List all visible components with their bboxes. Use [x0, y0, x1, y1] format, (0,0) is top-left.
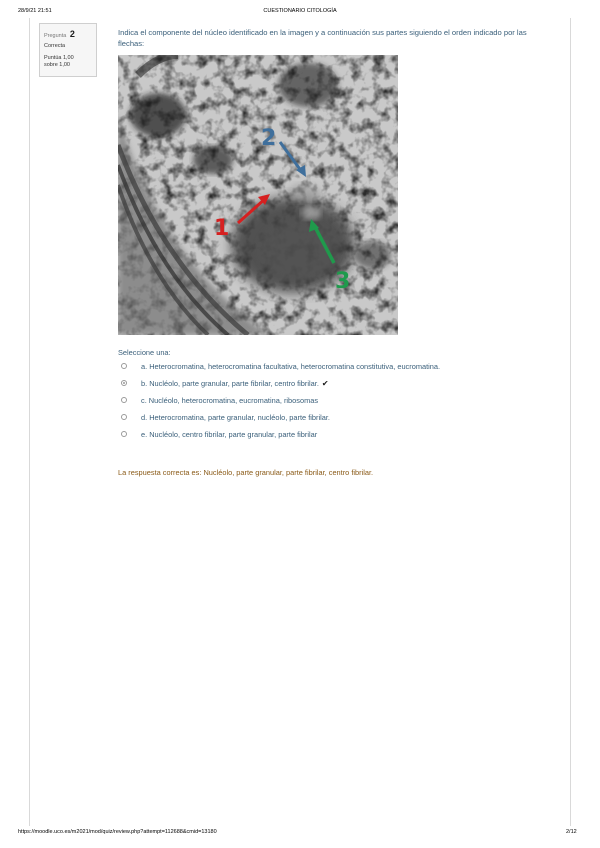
option-e-radio[interactable]	[121, 431, 127, 437]
option-e-label: e. Nucléolo, centro fibrilar, parte granular, parte fibrilar	[141, 430, 318, 439]
print-page-number: 2/12	[566, 829, 577, 835]
arrow-1-label: 1	[214, 216, 230, 241]
option-d-radio[interactable]	[121, 414, 127, 420]
option-a[interactable]	[121, 362, 541, 379]
print-url: https://moodle.uco.es/m2021/mod/quiz/review.php?attempt=112688&cmid=13180	[18, 829, 217, 835]
page-frame-left	[29, 18, 30, 826]
question-number-value: 2	[69, 29, 75, 39]
print-datetime: 28/9/21 21:51	[18, 8, 52, 14]
option-d-label: d. Heterocromatina, parte granular, nucléolo, parte fibrilar.	[141, 413, 330, 422]
question-state: Correcta	[44, 43, 66, 50]
option-b-label-wrap	[141, 379, 329, 388]
option-d[interactable]	[121, 413, 541, 430]
print-title: CUESTIONARIO CITOLOGÍA	[263, 8, 337, 14]
option-e[interactable]	[121, 430, 541, 447]
option-c[interactable]	[121, 396, 541, 413]
question-number-label: Pregunta	[44, 33, 67, 39]
option-b[interactable]	[121, 379, 541, 396]
check-icon: ✔	[321, 379, 329, 388]
correct-answer-feedback: La respuesta correcta es: Nucléolo, parte granular, parte fibrilar, centro fibrilar.	[118, 468, 374, 477]
question-grade-line1: Puntúa 1,00	[44, 54, 74, 61]
option-c-radio[interactable]	[121, 397, 127, 403]
select-one-prompt: Seleccione una:	[118, 348, 171, 357]
option-a-label: a. Heterocromatina, heterocromatina facultativa, heterocromatina constitutiva, eucromatina.	[141, 362, 441, 371]
option-b-radio[interactable]	[121, 380, 127, 386]
page-frame-right	[570, 18, 571, 826]
arrow-3-label: 3	[335, 269, 351, 294]
answer-options	[121, 362, 541, 447]
option-c-label: c. Nucléolo, heterocromatina, eucromatina, ribosomas	[141, 396, 319, 405]
option-b-label: b. Nucléolo, parte granular, parte fibrilar, centro fibrilar.	[141, 379, 319, 388]
question-grade-line2: sobre 1,00	[44, 62, 70, 69]
question-grade	[44, 55, 92, 70]
question-number	[44, 28, 92, 40]
question-text: Indica el componente del núcleo identificado en la imagen y a continuación sus partes siguiendo el orden indicado por las flechas:	[118, 28, 527, 49]
nucleus-micrograph	[118, 55, 398, 335]
arrow-2-label: 2	[261, 126, 277, 151]
print-header	[0, 8, 600, 20]
question-info-box	[39, 23, 97, 77]
option-a-radio[interactable]	[121, 363, 127, 369]
